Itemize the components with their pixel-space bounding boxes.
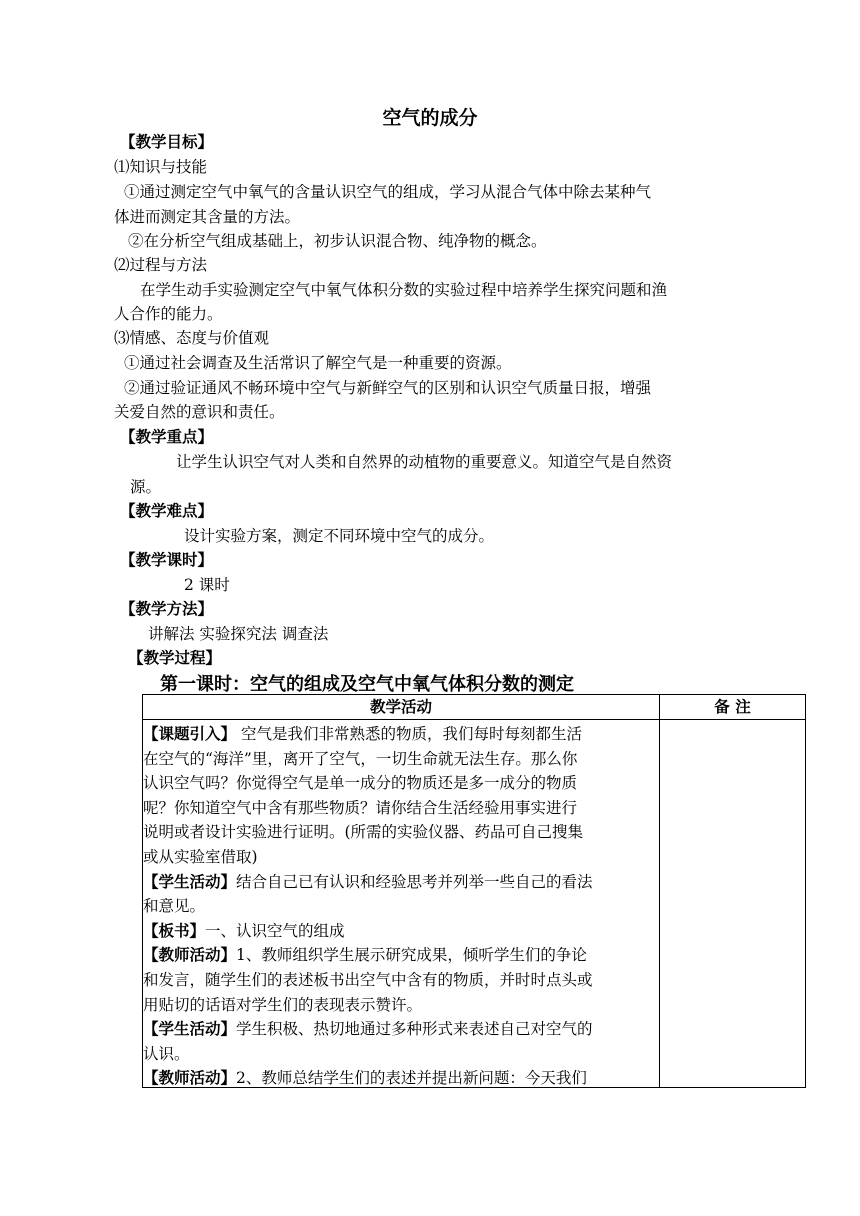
difficulty-line1: 设计实验方案，测定不同环境中空气的成分。 [184,527,495,545]
lesson-table [142,694,806,1088]
activity-text: 呢？你知道空气中含有那些物质？请你结合生活经验用事实进行 [143,798,578,817]
objective-1-title: ⑴知识与技能 [114,158,208,176]
objective-1b: ②在分析空气组成基础上，初步认识混合物、纯净物的概念。 [128,232,547,250]
activity-tag: 【教师活动】 [143,946,237,965]
activity-text: 空气是我们非常熟悉的物质，我们每时每刻都生活 [236,725,582,743]
objective-3b-line2: 关爱自然的意识和责任。 [114,403,285,421]
table-row [143,1042,655,1066]
method-heading: 【教学方法】 [120,600,214,618]
objective-3a: ①通过社会调查及生活常识了解空气是一种重要的资源。 [124,354,512,372]
activity-text: 结合自己已有认识和经验思考并列举一些自己的看法 [236,872,593,891]
method-line1: 讲解法 实验探究法 调查法 [148,625,329,643]
key-points-line2: 源。 [130,478,162,496]
table-row [143,796,655,820]
table-row [143,919,655,943]
activity-text: 说明或者设计实验进行证明。(所需的实验仪器、药品可自己搜集 [143,823,584,842]
objectives-heading: 【教学目标】 [120,133,214,151]
activity-text: 用贴切的话语对学生们的表现表示赞许。 [143,995,423,1014]
activity-tag: 【课题引入】 [143,725,237,743]
objective-2-title: ⑵过程与方法 [114,256,208,274]
table-column-divider [659,695,660,1087]
activity-text: 学生积极、热切地通过多种形式来表述自己对空气的 [236,1020,593,1039]
activity-tag: 【板书】 [143,921,206,940]
objective-2-line2: 人合作的能力。 [114,305,223,323]
activity-tag: 【学生活动】 [143,872,237,891]
table-row [143,943,655,967]
table-row [143,1017,655,1041]
activity-text: 认识。 [143,1044,190,1063]
table-row [143,747,655,771]
key-points-heading: 【教学重点】 [120,428,214,446]
objective-1a-line2: 体进而测定其含量的方法。 [114,208,301,226]
process-heading: 【教学过程】 [128,649,222,667]
objective-3b-line1: ②通过验证通风不畅环境中空气与新鲜空气的区别和认识空气质量日报，增强 [124,379,652,397]
table-header-notes: 备 注 [714,698,751,716]
key-points-line1: 让学生认识空气对人类和自然界的动植物的重要意义。知道空气是自然资 [176,453,673,471]
activity-text: 一、认识空气的组成 [205,921,345,940]
table-row [143,993,655,1017]
activity-tag: 【学生活动】 [143,1020,237,1039]
hours-heading: 【教学课时】 [120,551,214,569]
activity-text: 认识空气吗？你觉得空气是单一成分的物质还是多一成分的物质 [143,774,578,793]
table-row [143,870,655,894]
activity-tag: 【教师活动】 [143,1069,237,1088]
table-row [143,820,655,844]
table-row [143,968,655,992]
lesson-title: 第一课时：空气的组成及空气中氧气体积分数的测定 [160,674,574,695]
activity-text: 和发言，随学生们的表述板书出空气中含有的物质，并时时点头或 [143,971,593,989]
table-row [143,1066,655,1090]
activity-text: 在空气的“海洋”里，离开了空气，一切生命就无法生存。那么你 [143,749,578,768]
activity-text: 1、教师组织学生展示研究成果，倾听学生们的争论 [236,946,587,965]
table-row [143,894,655,918]
activity-text: 2、教师总结学生们的表述并提出新问题：今天我们 [236,1069,587,1088]
page-title: 空气的成分 [382,107,478,129]
table-row [143,771,655,795]
table-header-activity: 教学活动 [369,698,432,716]
table-row [143,845,655,869]
hours-line1: 2 课时 [184,576,230,594]
activity-text: 或从实验室借取) [143,848,258,866]
objective-1a-line1: ①通过测定空气中氧气的含量认识空气的组成，学习从混合气体中除去某种气 [124,183,652,201]
objective-3-title: ⑶情感、态度与价值观 [114,329,270,347]
table-row [143,722,655,746]
difficulty-heading: 【教学难点】 [120,502,214,520]
objective-2-line1: 在学生动手实验测定空气中氧气体积分数的实验过程中培养学生探究问题和渔 [140,281,668,299]
activity-text: 和意见。 [143,897,206,916]
